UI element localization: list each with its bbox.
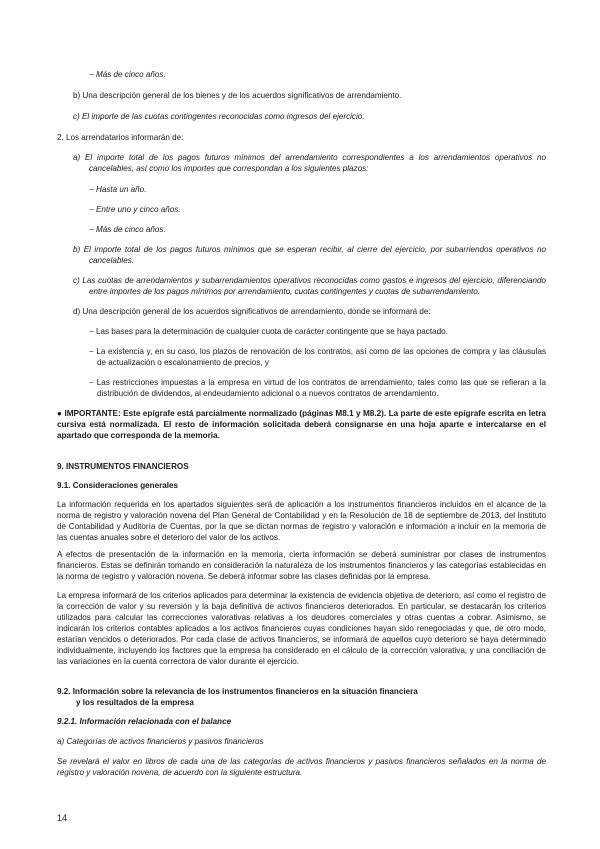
subsection-heading: 9.2. Información sobre la relevancia de los instrumentos financieros en la situación financiera: [57, 687, 418, 696]
list-item: d) Una descripción general de los acuerdos significativos de arrendamiento, donde se informará de:: [73, 307, 431, 316]
subsection-heading: 9.1. Consideraciones generales: [57, 481, 179, 490]
list-item: − Hasta un año.: [89, 185, 147, 194]
list-item: − Más de cinco años.: [89, 70, 166, 79]
page-number: 14: [57, 813, 68, 823]
list-item: − Más de cinco años.: [89, 225, 166, 234]
important-note: ● IMPORTANTE: Este epígrafe está parcialmente normalizado (páginas M8.1 y M8.2). La parte de este epígrafe escrita en letra cursiva está normalizada. El resto de información solicitada deberá consignarse en una hoja aparte e intercalarse en el apartado que corresponda de la memoria.: [57, 409, 546, 440]
paragraph: A efectos de presentación de la información en la memoria, cierta información se deberá suministrar por clases de instrumentos financieros. Estas se definirán tomando en consideración la naturaleza de los instrumentos financieros y las categorías establecidas en la norma de registro y valoración novena. Se deberá informar sobre las clases definidas por la empresa.: [57, 550, 546, 581]
list-item: c) El importe de las cuotas contingentes reconocidas como ingresos del ejercicio.: [73, 112, 365, 121]
list-item: 2. Los arrendatarios informarán de:: [57, 133, 184, 142]
paragraph: Se revelará el valor en libros de cada una de las categorías de activos financieros y pasivos financieros señalados en la norma de registro y valoración novena, de acuerdo con la siguiente estructura.: [57, 757, 546, 777]
list-item: − La existencia y, en su caso, los plazos de renovación de los contratos, así como de las opciones de compra y las cláusulas de actualización o escalonamiento de precios, y: [89, 347, 546, 367]
list-item: a) El importe total de los pagos futuros mínimos del arrendamiento correspondientes a los arrendamientos operativos no cancelables, así como los importes que correspondan a los siguientes plazos:: [73, 153, 546, 173]
list-item: b) Una descripción general de los bienes y de los acuerdos significativos de arrendamiento.: [73, 91, 402, 100]
list-item: b) El importe total de los pagos futuros mínimos que se esperan recibir, al cierre del ejercicio, por subarriendos operativos no cancelables.: [73, 245, 546, 265]
subsection-heading: y los resultados de la empresa: [76, 698, 194, 707]
section-heading: 9. INSTRUMENTOS FINANCIEROS: [57, 462, 189, 471]
list-item: − Las restricciones impuestas a la empresa en virtud de los contratos de arrendamiento, tales como las que se refieran a la distribución de dividendos, al endeudamiento adicional o a nuevos contratos de arrendamiento.: [89, 378, 546, 398]
list-item: − Las bases para la determinación de cualquier cuota de carácter contingente que se haya pactado.: [89, 327, 448, 336]
paragraph: La información requerida en los apartados siguientes será de aplicación a los instrumentos financieros incluidos en el alcance de la norma de registro y valoración novena del Plan General de Contabilidad y en la Resolución de 18 de septiembre de 2013, del Instituto de Contabilidad y Auditoría de Cuentas, por la que se dictan normas de registro y valoración e información a incluir en la memoria de las cuentas anuales sobre el deterioro del valor de los activos.: [57, 500, 546, 542]
subsubsection-heading: 9.2.1. Información relacionada con el balance: [57, 717, 232, 726]
paragraph: La empresa informará de los criterios aplicados para determinar la existencia de evidencia objetiva de deterioro, así como el registro de la corrección de valor y su reversión y la baja definitiva de activos financieros deteriorados. En particular, se destacarán los criterios utilizados para calcular las correcciones valorativas relativas a los deudores comerciales y otras cuentas a cobrar. Asimismo, se indicarán los criterios contables aplicados a los activos financieros cuyas condiciones hayan sido renegociadas y que, de otro modo, estarían vencidos o deteriorados. Por cada clase de activos financieros, se informará de aquellos cuyo deterioro se haya determinado individualmente, incluyendo los factores que la empresa ha considerado en el cálculo de la corrección valorativa, y una conciliación de las variaciones en la cuenta correctora de valor durante el ejercicio.: [57, 591, 546, 666]
list-item: − Entre uno y cinco años.: [89, 205, 181, 214]
item-heading: a) Categorías de activos financieros y pasivos financieros: [57, 737, 264, 746]
list-item: c) Las cuotas de arrendamientos y subarrendamientos operativos reconocidas como gastos e ingresos del ejercicio, diferenciando entre importes de los pagos mínimos por arrendamiento, cuotas contingentes y cuotas de subarrendamiento.: [73, 276, 546, 296]
